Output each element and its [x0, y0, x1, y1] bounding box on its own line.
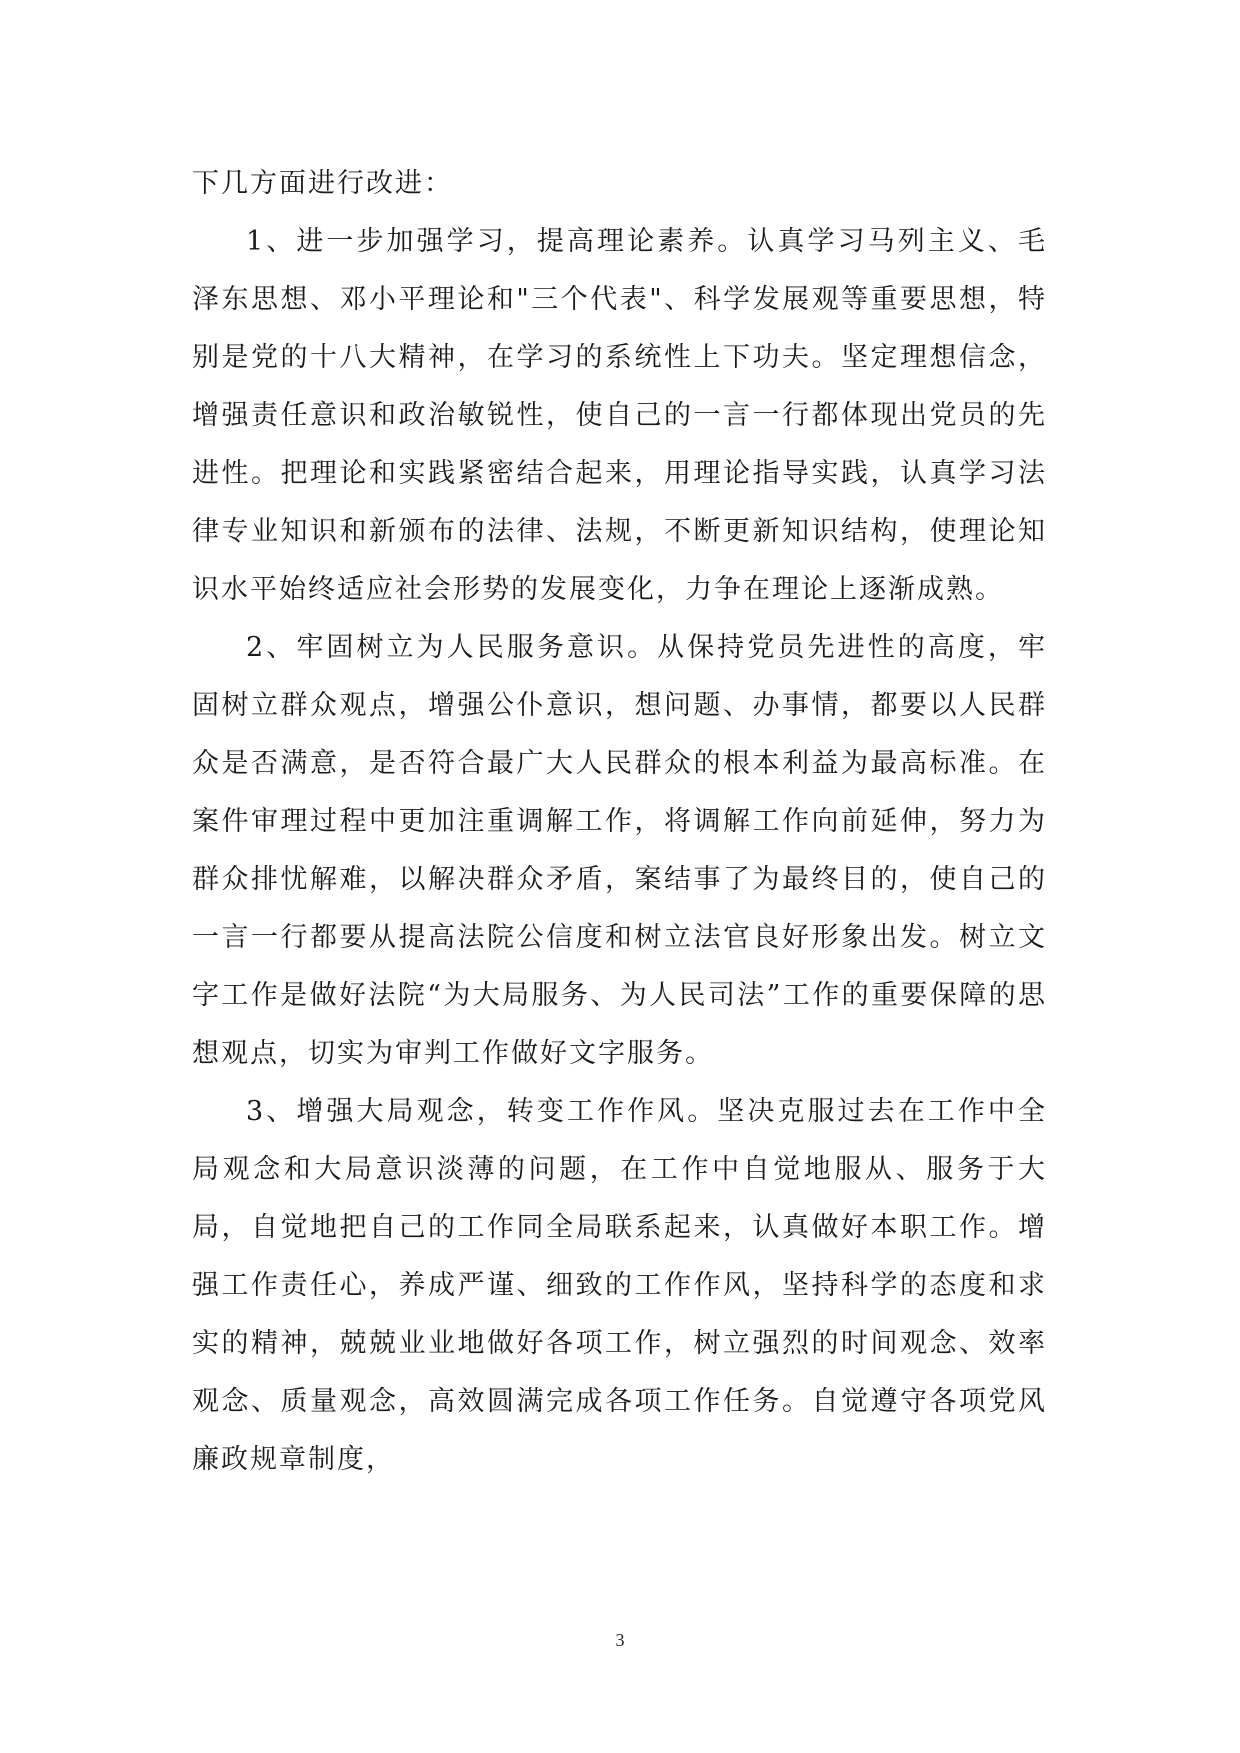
paragraph-item-3: 3、增强大局观念，转变工作作风。坚决克服过去在工作中全局观念和大局意识淡薄的问题，在工作中自觉地服从、服务于大局，自觉地把自己的工作同全局联系起来，认真做好本职工作。增强工作责任心，养成严谨、细致的工作作风，坚持科学的态度和求实的精神，兢兢业业地做好各项工作，树立强烈的时间观念、效率观念、质量观念，高效圆满完成各项工作任务。自觉遵守各项党风廉政规章制度，: [192, 1096, 1047, 1475]
paragraph-item-2: 2、牢固树立为人民服务意识。从保持党员先进性的高度，牢固树立群众观点，增强公仆意识，想问题、办事情，都要以人民群众是否满意，是否符合最广大人民群众的根本利益为最高标准。在案件审理过程中更加注重调解工作，将调解工作向前延伸，努力为群众排忧解难，以解决群众矛盾，案结事了为最终目的，使自己的一言一行都要从提高法院公信度和树立法官良好形象出发。树立文字工作是做好法院“为大局服务、为人民司法”工作的重要保障的思想观点，切实为审判工作做好文字服务。: [192, 632, 1047, 1069]
document-body: [192, 155, 1047, 1489]
paragraph-continuation: 下几方面进行改进：: [192, 168, 453, 199]
page-number: 3: [615, 1630, 625, 1650]
paragraph-item-1: 1、进一步加强学习，提高理论素养。认真学习马列主义、毛泽东思想、邓小平理论和"三个代表"、科学发展观等重要思想，特别是党的十八大精神，在学习的系统性上下功夫。坚定理想信念，增强责任意识和政治敏锐性，使自己的一言一行都体现出党员的先进性。把理论和实践紧密结合起来，用理论指导实践，认真学习法律专业知识和新颁布的法律、法规，不断更新知识结构，使理论知识水平始终适应社会形势的发展变化，力争在理论上逐渐成熟。: [192, 226, 1047, 605]
